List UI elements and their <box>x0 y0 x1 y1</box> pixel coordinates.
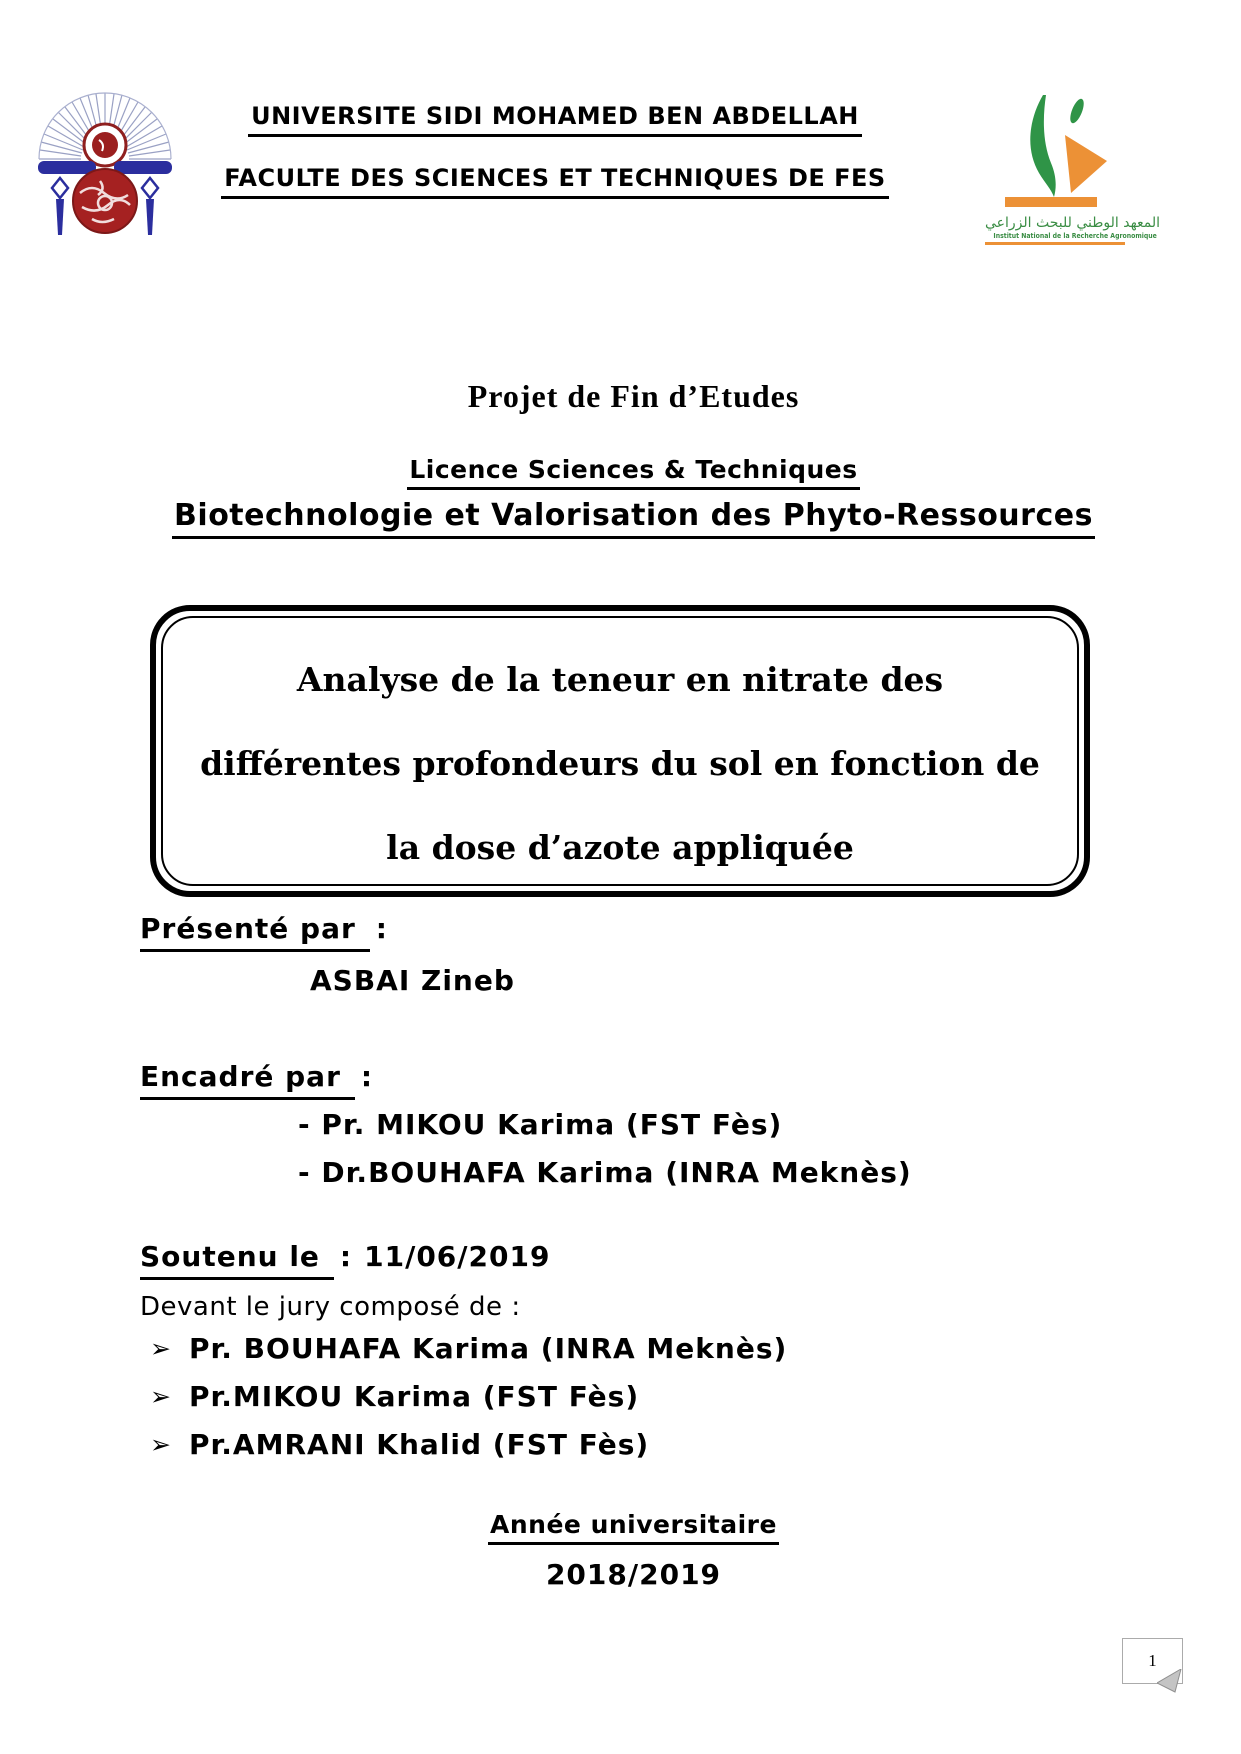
defense-date-line <box>140 1240 550 1280</box>
program-line <box>167 498 1100 539</box>
defense-date-value: 11/06/2019 <box>364 1240 551 1273</box>
jury-member-2: Pr.MIKOU Karima (FST Fès) <box>188 1380 640 1413</box>
supervised-by-colon: : <box>360 1060 374 1093</box>
supervised-by-underlined: Encadré par <box>140 1060 355 1100</box>
thesis-title-box-inner <box>161 616 1079 886</box>
page-number-badge <box>1122 1638 1183 1684</box>
thesis-title-line-1: Analyse de la teneur en nitrate des <box>296 660 944 699</box>
arrow-bullet-icon: ➢ <box>150 1430 171 1459</box>
faculty-name: FACULTE DES SCIENCES ET TECHNIQUES DE FES <box>221 164 888 199</box>
supervised-by-label <box>140 1060 373 1100</box>
thesis-title-line-3: la dose d’azote appliquée <box>386 828 854 867</box>
arrow-bullet-icon: ➢ <box>150 1334 171 1363</box>
presented-by-colon: : <box>375 912 388 945</box>
presented-by-underlined: Présenté par <box>140 912 370 952</box>
jury-member-row <box>150 1332 787 1366</box>
degree-line <box>167 455 1100 490</box>
academic-year-label-line <box>167 1510 1100 1545</box>
thesis-title-line-2: différentes profondeurs du sol en fonction de <box>200 744 1040 783</box>
defense-date-colon: : <box>339 1240 353 1273</box>
program-label: Biotechnologie et Valorisation des Phyto-Ressources <box>172 498 1095 539</box>
inra-french-name: Institut National de la Recherche Agronomique <box>993 232 1157 240</box>
inra-arabic-name: المعهد الوطني للبحث الزراعي <box>985 215 1161 231</box>
arrow-bullet-icon: ➢ <box>150 1382 171 1411</box>
defense-date-underlined: Soutenu le <box>140 1240 334 1280</box>
jury-member-row <box>150 1428 649 1462</box>
folded-corner-icon <box>1157 1669 1184 1694</box>
inra-emblem-icon <box>985 93 1125 208</box>
supervisor-2: - Dr.BOUHAFA Karima (INRA Meknès) <box>298 1156 912 1189</box>
author-name: ASBAI Zineb <box>310 964 515 997</box>
degree-label: Licence Sciences & Techniques <box>407 455 859 490</box>
thesis-title-box <box>150 605 1090 897</box>
university-name: UNIVERSITE SIDI MOHAMED BEN ABDELLAH <box>248 102 862 137</box>
jury-intro: Devant le jury composé de : <box>140 1292 521 1322</box>
page-number: 1 <box>1148 1651 1157 1670</box>
inra-underline <box>985 242 1125 245</box>
inra-logo <box>985 93 1161 245</box>
academic-year-value: 2018/2019 <box>545 1558 722 1591</box>
presented-by-label <box>140 912 388 952</box>
document-header <box>195 102 915 199</box>
usmba-emblem-icon <box>30 85 180 237</box>
document-type-title: Projet de Fin d’Etudes <box>467 378 800 414</box>
jury-member-row <box>150 1380 639 1414</box>
jury-member-3: Pr.AMRANI Khalid (FST Fès) <box>188 1428 650 1461</box>
jury-member-1: Pr. BOUHAFA Karima (INRA Meknès) <box>188 1332 788 1365</box>
supervisor-1: - Pr. MIKOU Karima (FST Fès) <box>298 1108 783 1141</box>
academic-year-label: Année universitaire <box>488 1510 779 1545</box>
usmba-logo <box>30 85 180 237</box>
